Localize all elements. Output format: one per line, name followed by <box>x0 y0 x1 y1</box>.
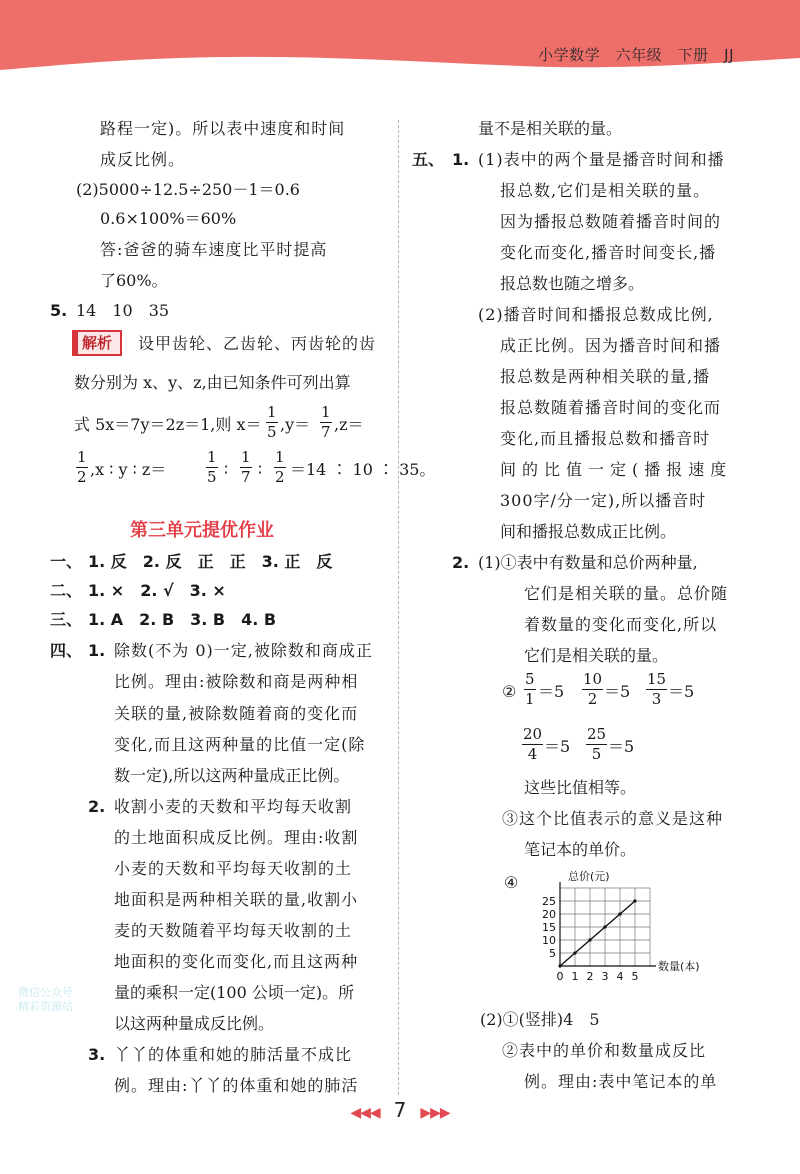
data-point <box>633 899 636 902</box>
fraction: $\frac{1}{7}$ <box>241 448 251 486</box>
data-line <box>560 901 635 966</box>
x-tick-label: 0 <box>556 970 564 983</box>
question-number: 2. <box>452 553 470 572</box>
data-point <box>618 912 621 915</box>
section-number: 四、 <box>50 641 83 660</box>
text-line: 因为播报总数随着播音时间的 <box>500 212 722 231</box>
data-point <box>558 964 561 967</box>
text-line: 间和播报总数成正比例。 <box>500 522 677 541</box>
text-line: 小麦的天数和平均每天收割的土 <box>114 859 353 878</box>
calc-line: 0.6×100%＝60% <box>100 209 237 228</box>
analysis-badge: 解析 <box>72 330 122 356</box>
analysis-line: 数分别为 x、y、z,由已知条件可列出算 <box>74 373 351 392</box>
text-line: 关联的量,被除数随着商的变化而 <box>114 704 359 723</box>
question-number: 5. <box>50 301 68 320</box>
ratio-value: ＝5 <box>544 737 571 756</box>
x-tick-label: 1 <box>571 970 579 983</box>
analysis-formula: ,y＝ <box>280 415 311 434</box>
fraction: $\frac{15}{3}$ <box>647 670 667 708</box>
text-line: 报总数也随之增多。 <box>500 274 645 293</box>
text-line: 报总数随着播音时间的变化而 <box>500 398 722 417</box>
right-arrows-icon: ▶▶▶ <box>420 1105 450 1121</box>
section-number: 五、 <box>412 150 445 169</box>
section-number: 二、 <box>50 581 83 600</box>
ratio-value: ＝5 <box>604 682 631 701</box>
text-line: ③这个比值表示的意义是这种 <box>502 809 724 828</box>
text-line: 丫丫的体重和她的肺活量不成比 <box>114 1045 353 1064</box>
answer-row: 1. A 2. B 3. B 4. B <box>88 610 277 629</box>
analysis-line: 设甲齿轮、乙齿轮、丙齿轮的齿 <box>138 334 377 353</box>
x-tick-label: 5 <box>631 970 639 983</box>
x-tick-label: 2 <box>586 970 594 983</box>
fraction: $\frac{5}{1}$ <box>525 670 535 708</box>
text-line: 变化而变化,播音时间变长,播 <box>500 243 717 262</box>
text-line: 量的乘积一定(100 公顷一定)。所 <box>114 983 355 1002</box>
text-line: 麦的天数随着平均每天收割的土 <box>114 921 353 940</box>
text-line: 300字/分一定),所以播音时 <box>500 491 707 510</box>
text-line: 变化,而且这两种量的比值一定(除 <box>114 735 366 754</box>
text-line: (2)播音时间和播报总数成比例, <box>478 305 714 324</box>
text-line: 比例。理由:被除数和商是两种相 <box>114 672 359 691</box>
ratio-colon: ∶ <box>258 460 263 479</box>
question-number: 2. <box>88 797 106 816</box>
ratio-colon: ∶ <box>224 460 229 479</box>
watermark: 微信公众号 精彩资源站 <box>18 986 73 1013</box>
text-line: (1)①表中有数量和总价两种量, <box>478 553 698 572</box>
text-line: 除数(不为 0)一定,被除数和商成正 <box>114 641 373 660</box>
ratio-value: ＝5 <box>538 682 565 701</box>
fraction: $\frac{20}{4}$ <box>523 725 543 763</box>
analysis-formula: ,z＝ <box>334 415 364 434</box>
page-number: 7 <box>393 1098 407 1122</box>
fraction: $\frac{25}{5}$ <box>587 725 607 763</box>
text-line: 着数量的变化而变化,所以 <box>524 615 718 634</box>
left-arrows-icon: ◀◀◀ <box>350 1105 380 1121</box>
text-line: 它们是相关联的量。总价随 <box>524 584 729 603</box>
section-title: 第三单元提优作业 <box>130 520 274 541</box>
text-line: ②表中的单价和数量成反比 <box>502 1041 707 1060</box>
fraction: $\frac{1}{5}$ <box>267 403 277 441</box>
answer-row: 1. 反 2. 反 正 正 3. 正 反 <box>88 552 333 571</box>
question-number: 1. <box>88 641 106 660</box>
price-quantity-graph <box>520 866 740 996</box>
question-number: 1. <box>452 150 470 169</box>
y-tick-label: 25 <box>542 895 556 908</box>
answer-line: 答:爸爸的骑车速度比平时提高 <box>100 240 328 259</box>
y-tick-label: 10 <box>542 934 556 947</box>
section-number: 三、 <box>50 610 83 629</box>
fraction: $\frac{10}{2}$ <box>583 670 603 708</box>
text-line: 量不是相关联的量。 <box>478 119 623 138</box>
ratio-value: ＝5 <box>668 682 695 701</box>
header-title: 小学数学 六年级 下册 JJ <box>538 46 734 64</box>
fraction: $\frac{1}{2}$ <box>77 448 87 486</box>
analysis-formula: 式 5x＝7y＝2z＝1,则 x＝ <box>74 415 262 434</box>
answer-row: 1. × 2. √ 3. × <box>88 581 226 600</box>
data-point <box>573 951 576 954</box>
y-tick-label: 20 <box>542 908 556 921</box>
text-line: 报总数,它们是相关联的量。 <box>500 181 711 200</box>
fraction: $\frac{1}{2}$ <box>275 448 285 486</box>
text-line: 这些比值相等。 <box>524 778 637 797</box>
analysis-formula: ＝14 ∶ 10 ∶ 35。 <box>290 460 436 479</box>
y-axis-label: 总价(元) <box>568 870 610 883</box>
text-line: 例。理由:表中笔记本的单 <box>524 1072 718 1091</box>
fraction: $\frac{1}{5}$ <box>207 448 217 486</box>
section-number: 一、 <box>50 552 83 571</box>
question-answer: 14 10 35 <box>76 301 170 320</box>
text-line: 收割小麦的天数和平均每天收割 <box>114 797 353 816</box>
page-footer <box>0 1098 800 1122</box>
question-number: 3. <box>88 1045 106 1064</box>
text-line: (1)表中的两个量是播音时间和播 <box>478 150 725 169</box>
text-line: 它们是相关联的量。 <box>524 646 669 665</box>
answer-line: 了60%。 <box>100 271 168 290</box>
text-line: 笔记本的单价。 <box>524 840 637 859</box>
text-line: 成正比例。因为播音时间和播 <box>500 336 722 355</box>
data-point <box>603 925 606 928</box>
text-line: 报总数是两种相关联的量,播 <box>500 367 711 386</box>
text-line: (2)①(竖排)4 5 <box>480 1010 600 1029</box>
text-line: 地面积是两种相关联的量,收割小 <box>114 890 359 909</box>
y-tick-label: 5 <box>549 947 556 960</box>
text-line: 的土地面积成反比例。理由:收割 <box>114 828 359 847</box>
text-line: 成反比例。 <box>100 150 186 169</box>
text-line: 地面积的变化而变化,而且这两种 <box>114 952 359 971</box>
y-tick-label: 15 <box>542 921 556 934</box>
text-line: 例。理由:丫丫的体重和她的肺活 <box>114 1076 359 1095</box>
text-line: 数一定),所以这两种量成正比例。 <box>114 766 350 785</box>
text-line: 间的比值一定(播报速度 <box>500 460 733 479</box>
text-line: 路程一定)。所以表中速度和时间 <box>100 119 346 138</box>
column-divider <box>398 120 399 1095</box>
x-axis-label: 数量(本) <box>658 960 700 973</box>
analysis-formula: ,x ∶ y ∶ z＝ <box>90 460 167 479</box>
ratio-value: ＝5 <box>608 737 635 756</box>
x-tick-label: 4 <box>616 970 624 983</box>
circled-number: ④ <box>504 873 519 892</box>
text-line: 以这两种量成反比例。 <box>114 1014 275 1033</box>
circled-number: ② <box>502 682 517 701</box>
text-line: 变化,而且播报总数和播音时 <box>500 429 711 448</box>
data-point <box>588 938 591 941</box>
x-tick-label: 3 <box>601 970 609 983</box>
fraction: $\frac{1}{7}$ <box>321 403 331 441</box>
calc-line: (2)5000÷12.5÷250－1＝0.6 <box>76 180 300 199</box>
